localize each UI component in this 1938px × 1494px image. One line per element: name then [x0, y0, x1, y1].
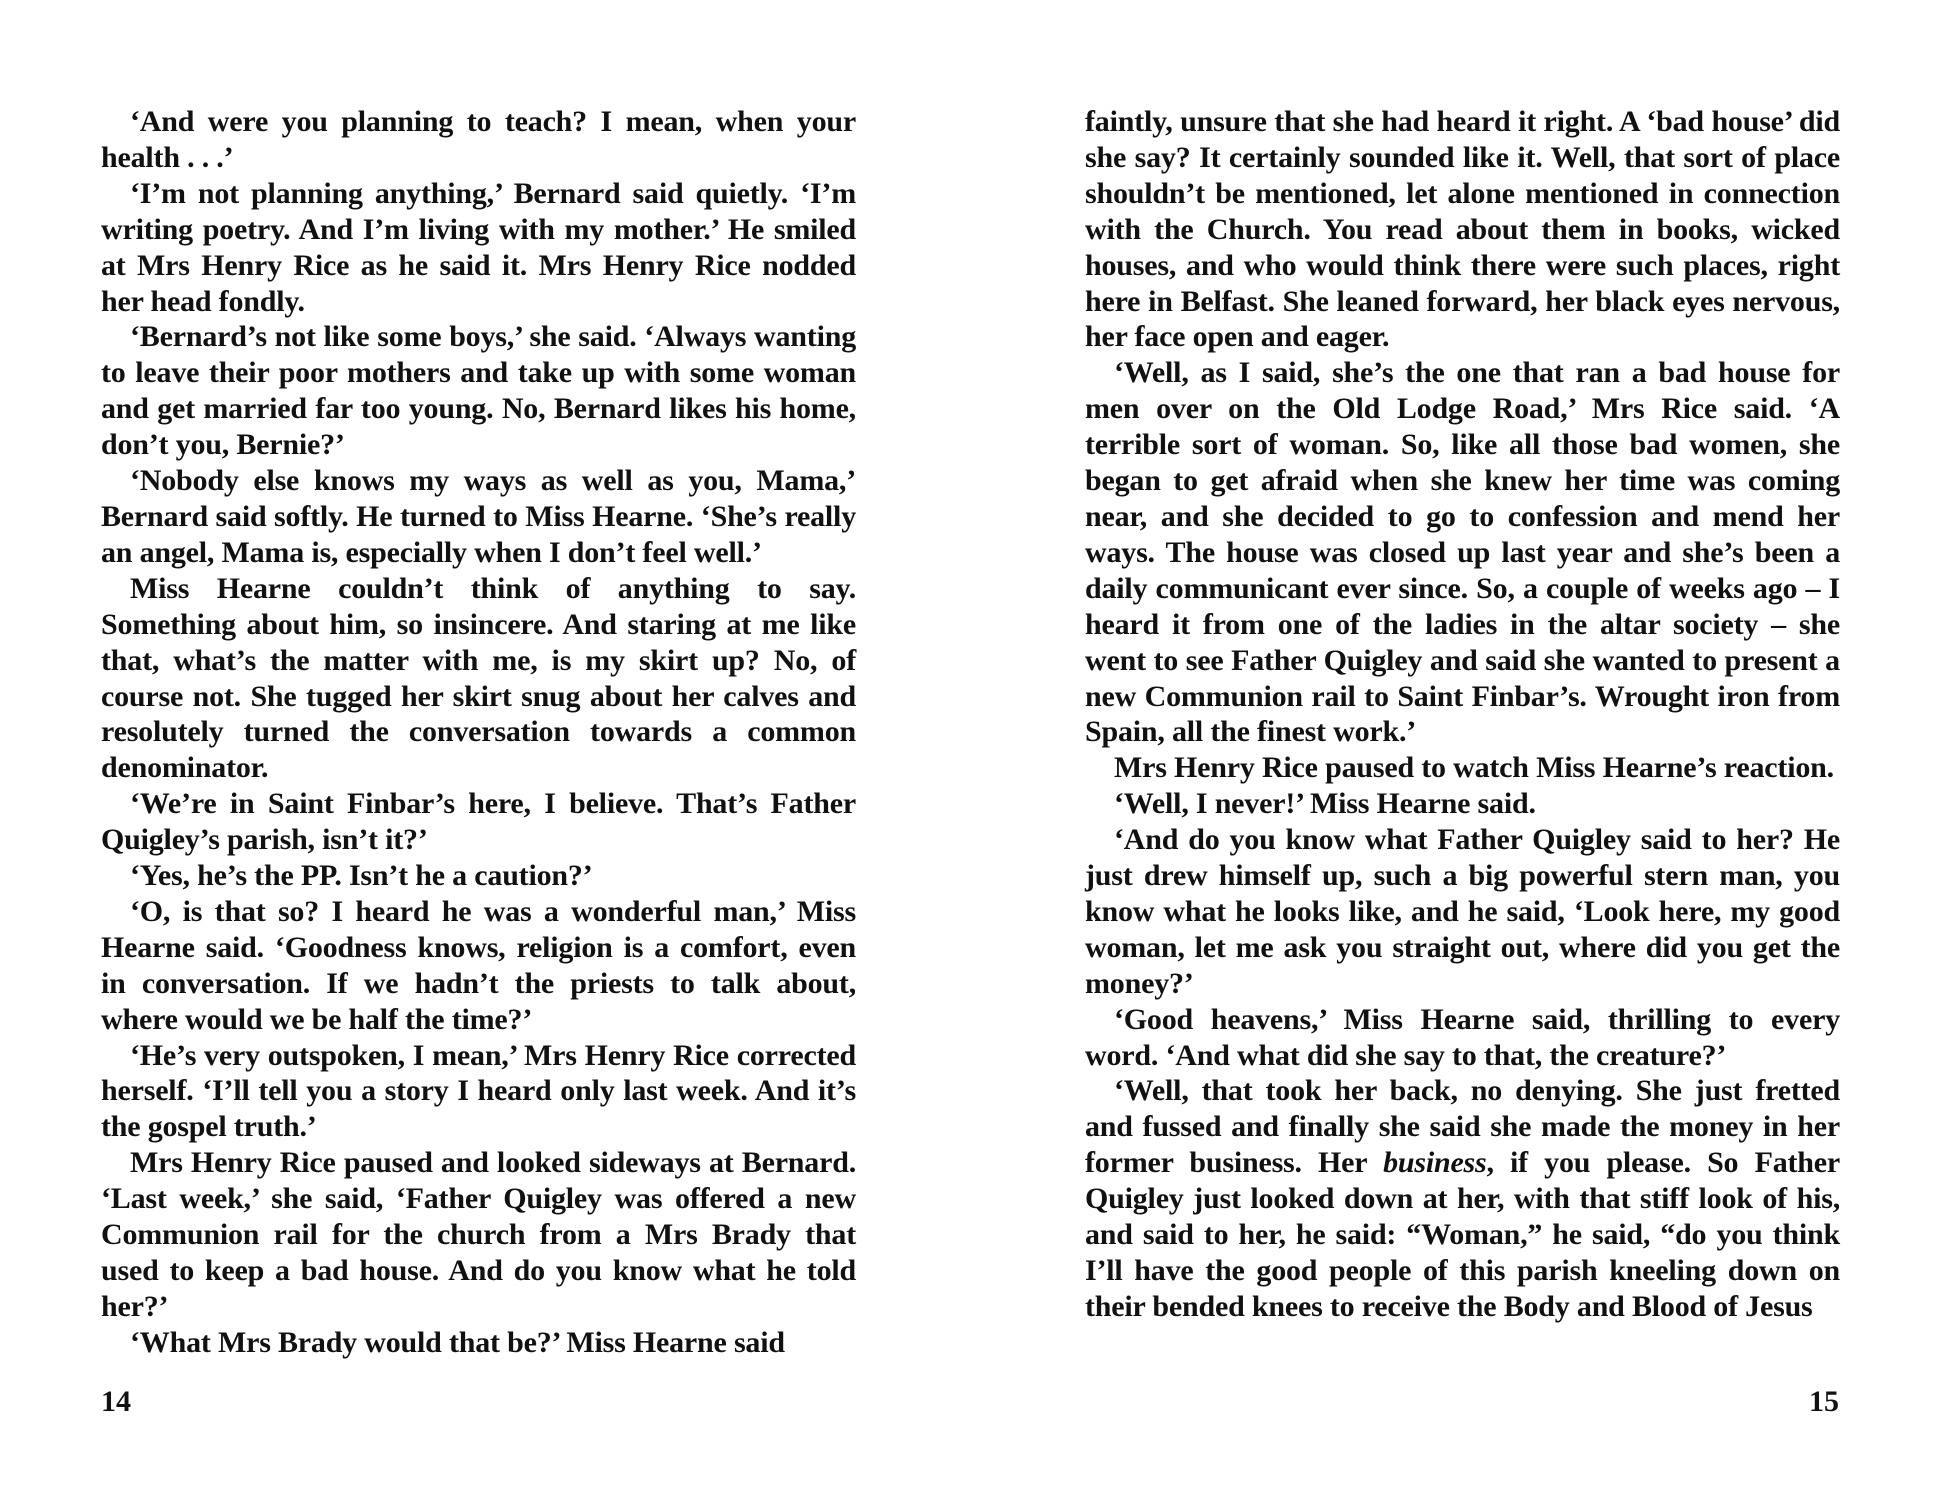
- text-run: ‘Well, that took her back, no denying. She just fretted and fussed and finally she said she made the money in her former business. Her: [1085, 1074, 1840, 1180]
- paragraph: ‘Good heavens,’ Miss Hearne said, thrilling to every word. ‘And what did she say to that, the creature?’: [1085, 1002, 1840, 1072]
- paragraph: ‘He’s very outspoken, I mean,’ Mrs Henry Rice corrected herself. ‘I’ll tell you a story I heard only last week. And it’s the gospel truth.’: [101, 1038, 856, 1144]
- paragraph: [1085, 1073, 1840, 1324]
- right-page-text: [1085, 104, 1840, 1325]
- paragraph-continued: faintly, unsure that she had heard it right. A ‘bad house’ did she say? It certainly sounded like it. Well, that sort of place shouldn’t be mentioned, let alone mentioned in connection with the Church. You read about them in books, wicked houses, and who would think there were such places, right here in Belfast. She leaned forward, her black eyes nervous, her face open and eager.: [1085, 105, 1840, 354]
- paragraph: ‘Well, I never!’ Miss Hearne said.: [1114, 787, 1536, 821]
- paragraph: ‘What Mrs Brady would that be?’ Miss Hearne said: [130, 1325, 785, 1359]
- text-run: , if you please. So Father Quigley just looked down at her, with that stiff look of his, and said to her, he said: “Woman,” he said, “do you think I’ll have the good people of this parish kneeling down on their bended knees to receive the Body and Blood of Jesus: [1085, 1146, 1840, 1323]
- paragraph: ‘Bernard’s not like some boys,’ she said. ‘Always wanting to leave their poor mothers and take up with some woman and get married far too young. No, Bernard likes his home, don’t you, Bernie?’: [101, 320, 856, 462]
- page-number: 14: [101, 1385, 131, 1418]
- paragraph: ‘And do you know what Father Quigley said to her? He just drew himself up, such a big powerful stern man, you know what he looks like, and he said, ‘Look here, my good woman, let me ask you straight out, where did you get the money?’: [1085, 823, 1840, 1000]
- paragraph: ‘We’re in Saint Finbar’s here, I believe. That’s Father Quigley’s parish, isn’t it?’: [101, 787, 856, 857]
- left-page-text: [101, 104, 856, 1361]
- emphasis-word: business: [1383, 1146, 1487, 1180]
- paragraph: Mrs Henry Rice paused and looked sideways at Bernard. ‘Last week,’ she said, ‘Father Quigley was offered a new Communion rail for the church from a Mrs Brady that used to keep a bad house. And do you know what he told her?’: [101, 1146, 856, 1323]
- page-number: 15: [1809, 1385, 1839, 1418]
- paragraph: Miss Hearne couldn’t think of anything to say. Something about him, so insincere. And staring at me like that, what’s the matter with me, is my skirt up? No, of course not. She tugged her skirt snug about her calves and resolutely turned the conversation towards a common denominator.: [101, 571, 856, 785]
- right-page: [969, 0, 1938, 1494]
- paragraph: ‘Yes, he’s the PP. Isn’t he a caution?’: [130, 859, 593, 893]
- paragraph: ‘Well, as I said, she’s the one that ran a bad house for men over on the Old Lodge Road,’ Mrs Rice said. ‘A terrible sort of woman. So, like all those bad women, she began to get afraid when she knew her time was coming near, and she decided to go to confession and mend her ways. The house was closed up last year and she’s been a daily communicant ever since. So, a couple of weeks ago – I heard it from one of the ladies in the altar society – she went to see Father Quigley and said she wanted to present a new Communion rail to Saint Finbar’s. Wrought iron from Spain, all the finest work.’: [1085, 356, 1840, 749]
- paragraph: ‘I’m not planning anything,’ Bernard said quietly. ‘I’m writing poetry. And I’m living with my mother.’ He smiled at Mrs Henry Rice as he said it. Mrs Henry Rice nodded her head fondly.: [101, 176, 856, 318]
- paragraph: ‘O, is that so? I heard he was a wonderful man,’ Miss Hearne said. ‘Goodness knows, religion is a comfort, even in conversation. If we hadn’t the priests to talk about, where would we be half the time?’: [101, 894, 856, 1036]
- paragraph: ‘And were you planning to teach? I mean, when your health . . .’: [101, 105, 856, 174]
- paragraph: ‘Nobody else knows my ways as well as you, Mama,’ Bernard said softly. He turned to Miss Hearne. ‘She’s really an angel, Mama is, especially when I don’t feel well.’: [101, 464, 856, 569]
- paragraph: Mrs Henry Rice paused to watch Miss Hearne’s reaction.: [1114, 751, 1834, 785]
